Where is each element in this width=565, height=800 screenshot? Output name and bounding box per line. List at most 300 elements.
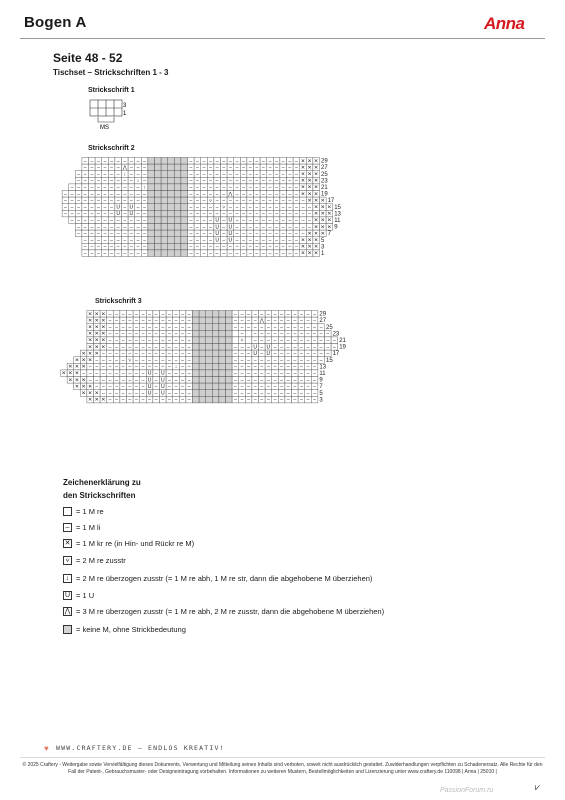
stitch-symbol: – [255,191,259,198]
stitch-symbol: – [242,164,246,171]
chart-cell [168,250,175,257]
legend-item-yarnover [63,589,94,601]
stitch-symbol: – [301,211,305,218]
stitch-symbol: – [161,344,165,351]
stitch-symbol: – [141,331,145,338]
page-corner-mark-icon: ⩗ [535,782,541,792]
stitch-symbol: – [293,383,297,390]
chart-cell [206,383,213,390]
stitch-symbol: – [129,224,133,231]
stitch-symbol: ✕ [74,357,80,364]
stitch-symbol: – [233,364,237,371]
stitch-symbol: ✕ [101,317,106,324]
stitch-symbol: – [240,364,244,371]
row-number-label: 25 [321,171,328,178]
chart-cell [206,344,213,351]
stitch-symbol: – [215,184,219,191]
stitch-symbol: – [261,237,265,244]
chart-cell [174,184,181,191]
legend-text: = keine M, ohne Strickbedeutung [76,624,186,634]
stitch-symbol: – [143,204,147,211]
stitch-symbol: – [286,350,290,357]
stitch-symbol: – [77,184,81,191]
stitch-symbol: – [121,383,125,390]
stitch-symbol: – [181,383,185,390]
chart-cell [148,230,155,237]
stitch-symbol: – [116,171,120,178]
stitch-symbol: – [141,397,145,404]
stitch-symbol: – [202,211,206,218]
stitch-symbol: – [253,370,257,377]
stitch-symbol: – [189,164,193,171]
chart-cell [155,171,162,178]
stitch-symbol: – [141,350,145,357]
chart-cell [199,324,206,331]
stitch-symbol: ✕ [74,370,80,377]
stitch-symbol: – [260,397,264,404]
stitch-symbol: – [115,357,119,364]
footer-divider [20,757,545,758]
row-number-label: 13 [319,364,327,371]
stitch-symbol: – [83,237,87,244]
stitch-symbol: – [101,350,105,357]
chart-cell [199,337,206,344]
stitch-symbol: – [288,244,292,251]
stitch-symbol: – [148,324,152,331]
stitch-symbol: – [275,250,279,257]
chart-cell [155,177,162,184]
stitch-symbol: – [240,311,244,318]
stitch-symbol: – [202,158,206,165]
stitch-symbol: – [228,158,232,165]
stitch-symbol: – [332,344,336,351]
stitch-symbol: – [281,204,285,211]
chart-cell [199,377,206,384]
stitch-symbol: – [261,184,265,191]
stitch-symbol: – [143,178,147,185]
chart-cell [155,217,162,224]
stitch-symbol: – [136,230,140,237]
stitch-symbol: – [247,383,251,390]
chart-cell [168,230,175,237]
stitch-symbol: – [187,324,191,331]
chart-cell [212,357,219,364]
row-number-label: 13 [334,211,341,218]
stitch-symbol: – [121,337,125,344]
stitch-symbol: – [261,204,265,211]
stitch-symbol: – [240,317,244,324]
stitch-symbol: – [233,383,237,390]
chart-cell [174,243,181,250]
stitch-symbol: – [189,197,193,204]
chart-cell [174,224,181,231]
stitch-symbol: – [181,364,185,371]
stitch-symbol: – [148,350,152,357]
stitch-symbol: – [209,224,213,231]
chart-cell [148,237,155,244]
stitch-symbol: – [247,397,251,404]
stitch-symbol: – [128,311,132,318]
stitch-symbol: – [242,158,246,165]
chart-cell [181,243,188,250]
stitch-symbol: – [242,197,246,204]
stitch-symbol: – [280,370,284,377]
stitch-symbol: – [128,377,132,384]
row-number-label: 3 [321,244,325,251]
stitch-symbol: – [281,217,285,224]
stitch-symbol: – [299,370,303,377]
stitch-symbol: – [195,211,199,218]
stitch-symbol: ✕ [88,350,93,357]
stitch-symbol: – [209,250,213,257]
stitch-symbol: – [299,311,303,318]
stitch-symbol: – [103,158,107,165]
stitch-symbol: – [115,397,119,404]
stitch-symbol: – [101,377,105,384]
stitch-symbol: – [209,211,213,218]
stitch-symbol: – [306,337,310,344]
chart-cell [155,184,162,191]
stitch-symbol: – [261,217,265,224]
stitch-symbol: – [70,211,74,218]
stitch-symbol: ⋀ [122,164,127,171]
stitch-symbol: – [233,377,237,384]
stitch-symbol: – [83,230,87,237]
chart1-title: Strickschrift 1 [88,87,135,94]
stitch-symbol: – [202,178,206,185]
stitch-symbol: – [115,337,119,344]
stitch-symbol: – [77,191,81,198]
stitch-symbol: – [143,164,147,171]
stitch-symbol: – [187,337,191,344]
stitch-symbol: – [268,191,272,198]
chart-cell [226,396,233,403]
stitch-symbol: U [160,377,165,384]
legend-text: = 2 M re zusstr [76,555,126,565]
chart-cell [193,396,200,403]
stitch-symbol: – [255,204,259,211]
stitch-symbol: – [108,383,112,390]
chart-cell [193,311,200,318]
stitch-symbol: – [242,224,246,231]
stitch-symbol: – [141,390,145,397]
stitch-symbol: – [143,217,147,224]
stitch-symbol: ✕ [314,237,319,244]
stitch-symbol: ✕ [314,230,319,237]
stitch-symbol: ✕ [88,357,93,364]
stitch-symbol: – [189,250,193,257]
stitch-symbol: – [255,237,259,244]
stitch-symbol: – [96,217,100,224]
stitch-symbol: – [116,224,120,231]
stitch-symbol: – [121,350,125,357]
stitch-symbol: ⩒ [128,357,132,364]
chart-cell [168,158,175,165]
stitch-symbol: U [215,237,220,244]
chart-cell [181,217,188,224]
stitch-symbol: – [275,237,279,244]
stitch-symbol: – [293,397,297,404]
stitch-symbol: – [247,364,251,371]
chart-cell [206,317,213,324]
stitch-symbol: – [326,337,330,344]
stitch-symbol: ✕ [300,178,306,185]
stitch-symbol: – [90,224,94,231]
stitch-symbol: – [167,357,171,364]
stitch-symbol: ↓ [136,178,140,185]
stitch-symbol: ✕ [307,250,312,257]
stitch-symbol: – [255,197,259,204]
stitch-symbol: – [247,377,251,384]
stitch-symbol: – [121,317,125,324]
stitch-symbol: – [167,390,171,397]
stitch-symbol: – [240,397,244,404]
stitch-symbol: – [143,158,147,165]
stitch-symbol: – [273,350,277,357]
stitch-symbol: – [228,197,232,204]
stitch-symbol: – [286,370,290,377]
chart-cell [206,350,213,357]
stitch-symbol: – [294,244,298,251]
stitch-symbol: – [275,217,279,224]
stitch-symbol: – [286,390,290,397]
stitch-symbol: – [235,197,239,204]
stitch-symbol: – [286,324,290,331]
stitch-symbol: – [174,383,178,390]
stitch-symbol: – [143,171,147,178]
chart-cell [206,330,213,337]
stitch-symbol: – [95,377,99,384]
stitch-symbol: ✕ [94,397,99,404]
chart-cell [199,350,206,357]
stitch-symbol: – [215,204,219,211]
stitch-symbol: ✕ [327,217,332,224]
stitch-symbol: – [319,331,323,338]
chart-cell [193,317,200,324]
chart-cell [219,383,226,390]
row-number-label: 19 [321,191,328,198]
stitch-symbol: – [242,178,246,185]
stitch-symbol: ✕ [101,344,106,351]
stitch-symbol: – [294,191,298,198]
stitch-symbol: – [233,344,237,351]
chart-cell [219,350,226,357]
stitch-symbol: – [299,397,303,404]
stitch-symbol: – [233,370,237,377]
stitch-symbol: – [266,383,270,390]
knit-symbol-icon [63,507,72,516]
stitch-symbol: – [77,217,81,224]
chart-cell [181,224,188,231]
stitch-symbol: – [293,390,297,397]
stitch-symbol: – [228,204,232,211]
stitch-symbol: – [275,204,279,211]
stitch-symbol: – [273,370,277,377]
stitch-symbol: – [181,397,185,404]
stitch-symbol: – [215,191,219,198]
stitch-symbol: – [273,324,277,331]
stitch-symbol: – [299,324,303,331]
stitch-symbol: – [293,311,297,318]
stitch-symbol: – [255,211,259,218]
stitch-symbol: – [129,244,133,251]
chart-cell [161,204,168,211]
stitch-symbol: – [174,357,178,364]
stitch-symbol: – [240,370,244,377]
stitch-symbol: – [90,164,94,171]
stitch-symbol: – [110,184,114,191]
stitch-symbol: ✕ [300,237,306,244]
stitch-symbol: – [306,357,310,364]
stitch-symbol: – [202,230,206,237]
stitch-symbol: – [123,244,127,251]
stitch-symbol: – [268,237,272,244]
stitch-symbol: – [108,357,112,364]
stitch-symbol: – [110,217,114,224]
stitch-symbol: – [222,217,226,224]
stitch-symbol: – [268,230,272,237]
stitch-symbol: – [275,197,279,204]
stitch-symbol: – [222,164,226,171]
stitch-symbol: – [174,337,178,344]
stitch-symbol: ✕ [314,191,319,198]
stitch-symbol: – [148,364,152,371]
stitch-symbol: – [273,337,277,344]
stitch-symbol: – [306,364,310,371]
chart-cell [148,210,155,217]
stitch-symbol: – [121,344,125,351]
stitch-symbol: ✕ [101,397,106,404]
stitch-symbol: – [306,350,310,357]
skp-arrow-icon: ↓ [63,574,72,583]
stitch-symbol: ✕ [307,244,312,251]
stitch-symbol: – [280,397,284,404]
stitch-symbol: – [261,158,265,165]
stitch-symbol: – [235,191,239,198]
stitch-symbol: – [222,171,226,178]
stitch-symbol: – [248,197,252,204]
stitch-symbol: – [77,224,81,231]
chart-cell [193,377,200,384]
chart-cell [161,164,168,171]
stitch-symbol: – [95,370,99,377]
stitch-symbol: – [136,211,140,218]
legend-text: = 1 M li [76,522,101,532]
chart-cell [212,377,219,384]
chart-cell [212,330,219,337]
stitch-symbol: – [103,250,107,257]
stitch-symbol: – [253,311,257,318]
chart-cell [226,337,233,344]
stitch-symbol: – [248,224,252,231]
stitch-symbol: – [143,191,147,198]
stitch-symbol: – [233,357,237,364]
stitch-symbol: – [103,244,107,251]
chart-cell [181,230,188,237]
stitch-symbol: – [187,383,191,390]
stitch-symbol: – [77,197,81,204]
stitch-symbol: ✕ [101,324,106,331]
stitch-symbol: – [167,344,171,351]
stitch-symbol: – [266,337,270,344]
stitch-symbol: ✕ [307,191,312,198]
stitch-symbol: – [209,171,213,178]
stitch-symbol: – [148,397,152,404]
stitch-symbol: – [260,377,264,384]
stitch-symbol: – [280,324,284,331]
stitch-symbol: – [209,158,213,165]
stitch-symbol: – [82,370,86,377]
stitch-symbol: – [288,191,292,198]
stitch-symbol: – [167,324,171,331]
stitch-symbol: – [115,331,119,338]
stitch-symbol: – [319,344,323,351]
legend-item-knit [63,505,104,517]
stitch-symbol: – [90,211,94,218]
stitch-symbol: ✕ [88,383,93,390]
stitch-symbol: – [108,331,112,338]
stitch-symbol: – [215,164,219,171]
stitch-symbol: – [187,317,191,324]
stitch-symbol: – [90,204,94,211]
stitch-symbol: – [281,197,285,204]
chart-cell [148,184,155,191]
stitch-symbol: – [108,397,112,404]
chart-cell [199,344,206,351]
stitch-symbol: – [261,224,265,231]
stitch-symbol: – [90,178,94,185]
stitch-symbol: – [306,383,310,390]
stitch-symbol: – [174,311,178,318]
stitch-symbol: – [143,244,147,251]
stitch-symbol: ✕ [307,178,312,185]
chart-cell [193,383,200,390]
stitch-symbol: – [123,217,127,224]
stitch-symbol: – [202,191,206,198]
stitch-symbol: ✕ [327,204,332,211]
legend-item-purl [63,521,100,533]
stitch-symbol: – [313,311,317,318]
stitch-symbol: – [268,178,272,185]
stitch-symbol: – [136,204,140,211]
stitch-symbol: – [266,331,270,338]
chart-cell [232,337,239,344]
stitch-symbol: – [281,244,285,251]
stitch-symbol: – [134,311,138,318]
stitch-symbol: – [129,250,133,257]
stitch-symbol: – [242,191,246,198]
stitch-symbol: – [154,317,158,324]
stitch-symbol: – [121,390,125,397]
k2tog-symbol-icon: ⩒ [63,556,72,565]
stitch-symbol: – [288,230,292,237]
chart-cell [193,370,200,377]
stitch-symbol: – [313,317,317,324]
stitch-symbol: ✕ [101,311,106,318]
stitch-symbol: – [233,397,237,404]
stitch-symbol: ✕ [94,331,99,338]
stitch-symbol: U [253,350,258,357]
stitch-symbol: – [299,331,303,338]
stitch-symbol: – [161,311,165,318]
stitch-symbol: – [202,244,206,251]
stitch-symbol: – [286,364,290,371]
stitch-symbol: – [115,324,119,331]
stitch-symbol: – [266,377,270,384]
stitch-symbol: – [110,224,114,231]
stitch-symbol: – [96,224,100,231]
chart-cell [174,230,181,237]
